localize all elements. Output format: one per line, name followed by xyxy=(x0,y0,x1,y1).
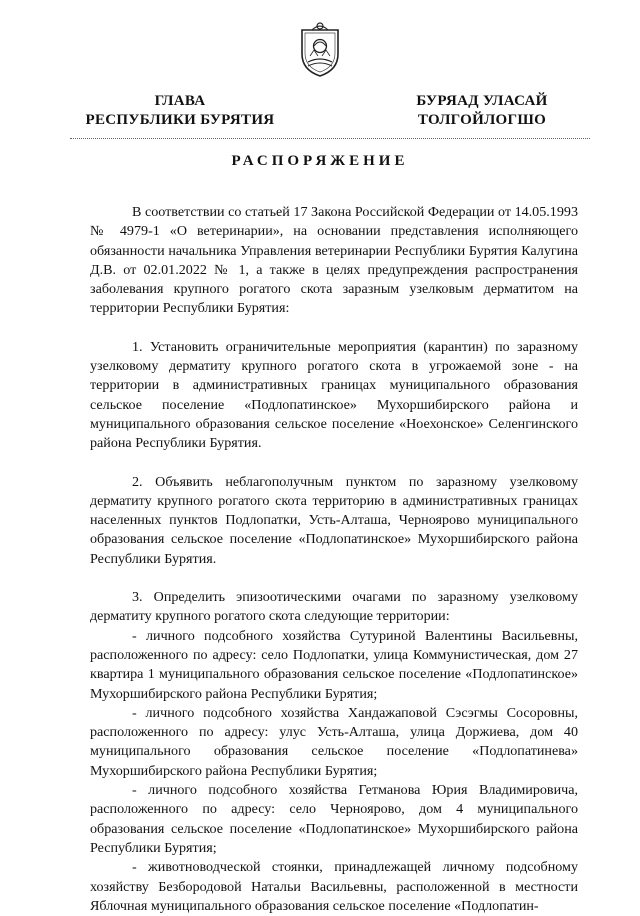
header-right-authority xyxy=(372,92,592,130)
header-divider xyxy=(70,138,590,139)
document-body xyxy=(90,203,578,916)
item-3-subitem: - личного подсобного хозяйства Сутуриной Валентины Васильевны, расположенного по адресу: село Подлопатки, улица Коммунистическая, дом 27 квартира 1 муниципального образования сельское поселение «Подлопатинское» Мухоршибирского района Республики Бурятия; xyxy=(90,627,578,702)
document-title: РАСПОРЯЖЕНИЕ xyxy=(231,153,409,169)
item-3-intro: 3. Определить эпизоотическими очагами по заразному узелковому дерматиту крупного рогатого скота следующие территории: xyxy=(90,589,578,625)
item-3-subitem: - животноводческой стоянки, принадлежащей личному подсобному хозяйству Безбородовой Натальи Васильевны, расположенной в местности Яблочная муниципального образования сельское поселение «Подлопатин- xyxy=(90,859,578,914)
item-2-paragraph: 2. Объявить неблагополучным пунктом по заразному узелковому дерматиту крупного рогатого скота территорию в административных границах населенных пунктов Подлопатки, Усть-Алташа, Черноярово муниципального образования сельское поселение «Подлопатинское» Мухоршибирского района Республики Бурятия. xyxy=(90,473,578,567)
header-right-line-1: БУРЯАД УЛАСАЙ xyxy=(416,93,548,109)
header-left-authority xyxy=(70,92,290,130)
coat-of-arms-icon xyxy=(296,20,344,78)
header-left-line-1: ГЛАВА xyxy=(154,93,206,109)
item-3-subitem: - личного подсобного хозяйства Хандажаповой Сэсэгмы Сосоровны, расположенного по адресу: улус Усть-Алташа, улица Доржиева, дом 40 муниципального образования сельское поселение «Подлопатинева» Мухоршибирского района Республики Бурятия; xyxy=(90,704,578,779)
paragraph-gap xyxy=(90,454,578,473)
item-3-subitem: - личного подсобного хозяйства Гетманова Юрия Владимировича, расположенного по адресу: село Черноярово, дом 4 муниципального образования сельское поселение «Подлопатинское» Мухоршибирского района Республики Бурятия; xyxy=(90,782,578,856)
paragraph-gap xyxy=(90,319,578,338)
paragraph-gap xyxy=(90,569,578,588)
preamble-paragraph: В соответствии со статьей 17 Закона Российской Федерации от 14.05.1993 № 4979-1 «О ветеринарии», на основании представления исполняющего обязанности начальника Управления ветеринарии Республики Бурятия Калугина Д.В. от 02.01.2022 № 1, а также в целях предупреждения распространения заболевания крупного рогатого скота заразным узелковым дерматитом на территории Республики Бурятия: xyxy=(90,204,578,317)
header-right-line-2: ТОЛГОЙЛОГШО xyxy=(417,112,547,128)
header-left-line-2: РЕСПУБЛИКИ БУРЯТИЯ xyxy=(85,112,275,128)
item-1-paragraph: 1. Установить ограничительные мероприятия (карантин) по заразному узелковому дерматиту крупного рогатого скота в угрожаемой зоне - на территории в административных границах муниципального образования сельское поселение «Подлопатинское» Мухоршибирского района и муниципального образования сельское поселение «Ноехонское» Селенгинского района Республики Бурятия. xyxy=(90,338,578,452)
